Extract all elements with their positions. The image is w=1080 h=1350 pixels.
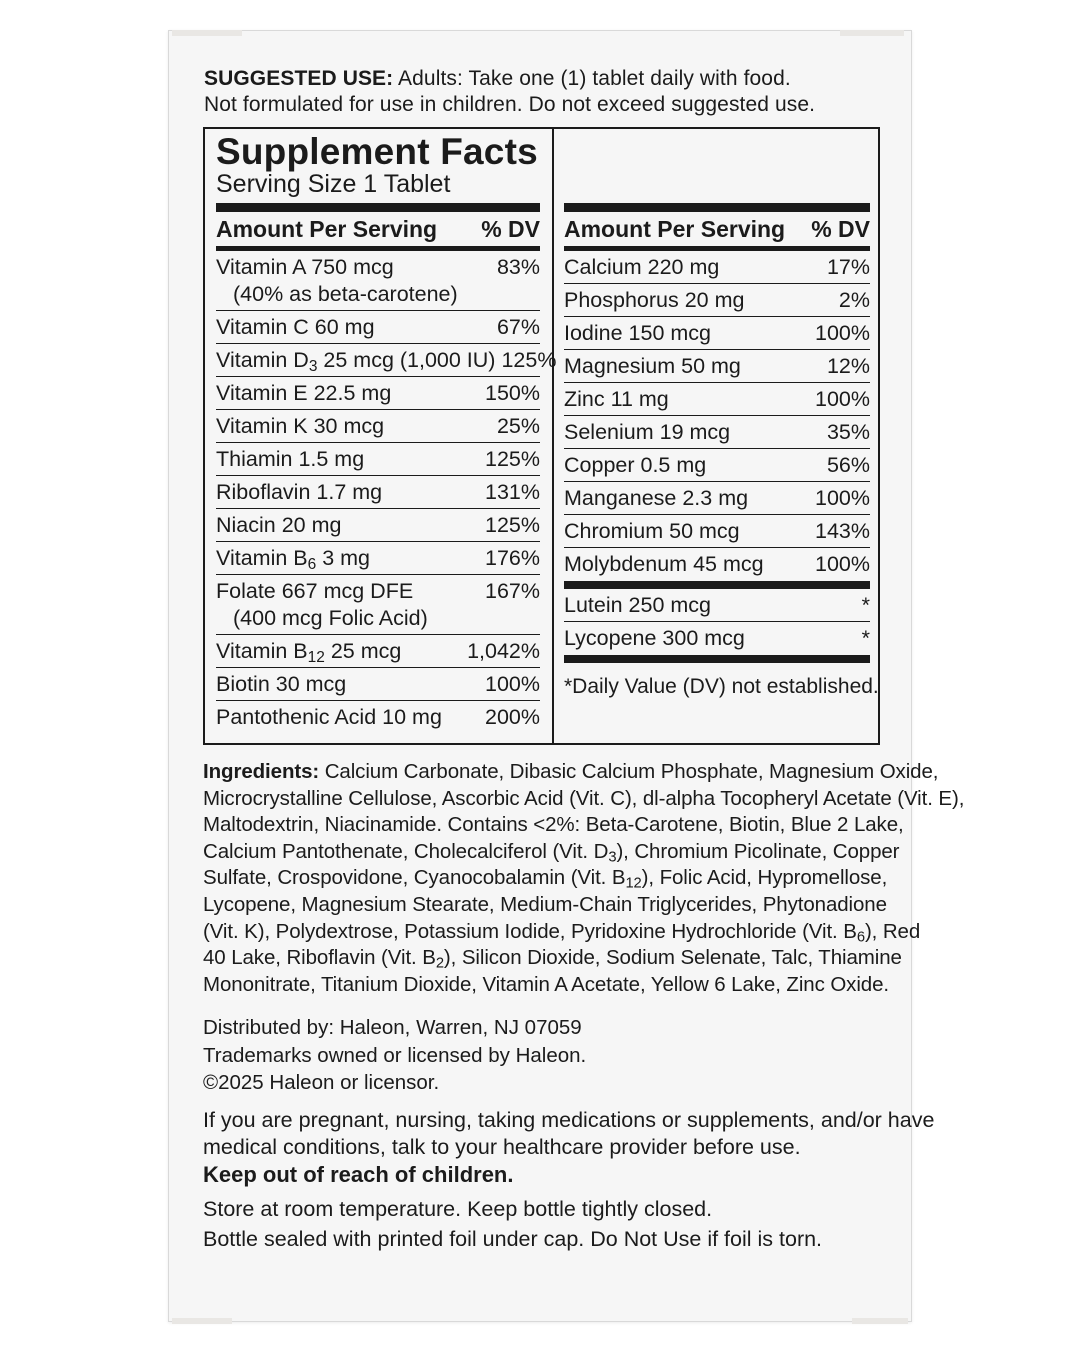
nutrient-name-text: Vitamin K 30 mcg — [216, 414, 385, 438]
nutrient-name — [564, 419, 821, 446]
facts-title: Supplement Facts — [216, 131, 538, 172]
ingredients-text-part: ), Silicon Dioxide, Sodium Selenate, Talc, Thiamine — [443, 946, 902, 970]
nutrient-row — [564, 317, 870, 350]
nutrient-name-text: Thiamin 1.5 mg — [216, 447, 365, 471]
nutrient-dv: 100% — [815, 486, 870, 510]
ingredients-text-part: 40 Lake, Riboflavin (Vit. B — [203, 946, 436, 970]
nutrient-name — [216, 578, 479, 632]
nutrient-name — [216, 446, 479, 473]
nutrient-dv: 2% — [838, 288, 870, 312]
nutrient-row — [564, 449, 870, 482]
nutrient-row — [216, 344, 557, 377]
nutrient-name-text: Lutein 250 mcg — [564, 593, 712, 617]
suggested-use-label: SUGGESTED USE: — [204, 67, 394, 90]
ingredients-line: Maltodextrin, Niacinamide. Contains <2%: Beta-Carotene, Biotin, Blue 2 Lake, — [203, 813, 904, 837]
nutrient-row — [216, 575, 540, 635]
nutrient-dv: 25% — [496, 414, 540, 438]
subscript: 6 — [307, 555, 317, 573]
nutrient-name-text: Calcium 220 mg — [564, 255, 720, 279]
nutrient-name — [216, 479, 479, 506]
nutrient-dv: 17% — [826, 255, 870, 279]
keep-out-of-reach: Keep out of reach of children. — [203, 1162, 514, 1187]
nutrient-row — [216, 311, 540, 344]
nutrient-dv: 125% — [485, 513, 540, 537]
ingredients-line: Mononitrate, Titanium Dioxide, Vitamin A Acetate, Yellow 6 Lake, Zinc Oxide. — [203, 972, 889, 996]
suggested-use-line2: Not formulated for use in children. Do not exceed suggested use. — [204, 93, 816, 116]
nutrient-row — [564, 515, 870, 548]
thick-rule — [216, 203, 540, 212]
nutrient-name-text: Vitamin C 60 mg — [216, 315, 375, 339]
nutrient-row — [216, 476, 540, 509]
warning-text — [203, 1107, 934, 1161]
ingredients-label: Ingredients: — [203, 760, 320, 783]
nutrient-row — [216, 443, 540, 476]
nutrient-name-text: Vitamin B — [216, 546, 308, 570]
column-divider — [552, 129, 554, 743]
header-dv: % DV — [481, 215, 540, 242]
nutrient-name-text: Molybdenum 45 mcg — [564, 552, 764, 576]
nutrient-row — [564, 350, 870, 383]
nutrient-name-text: Magnesium 50 mg — [564, 354, 741, 378]
nutrient-name — [564, 386, 809, 413]
ingredients-text-part: Calcium Pantothenate, Cholecalciferol (Vit. D — [203, 839, 609, 863]
storage-line: Bottle sealed with printed foil under cap. Do Not Use if foil is torn. — [203, 1226, 823, 1251]
trademark-line: Trademarks owned or licensed by Haleon. — [203, 1043, 587, 1067]
nutrient-dv: * — [861, 593, 870, 617]
nutrient-name — [564, 592, 856, 619]
subscript: 3 — [308, 357, 318, 375]
nutrient-subline: (40% as beta-carotene) — [233, 282, 458, 306]
subscript: 6 — [856, 929, 865, 946]
nutrient-name — [564, 518, 809, 545]
nutrient-name-text: Vitamin E 22.5 mg — [216, 381, 392, 405]
nutrient-row — [564, 284, 870, 317]
subscript: 2 — [435, 955, 444, 972]
nutrient-name-text: Vitamin B — [216, 639, 308, 663]
nutrient-name-text: Folate 667 mcg DFE — [216, 579, 414, 603]
nutrient-list — [216, 251, 557, 734]
nutrient-name — [564, 485, 809, 512]
nutrient-name-text: Chromium 50 mcg — [564, 519, 740, 543]
nutrient-name-text: Pantothenic Acid 10 mg — [216, 705, 442, 729]
storage-info — [203, 1195, 822, 1254]
warning-line: medical conditions, talk to your healthcare provider before use. — [203, 1135, 801, 1159]
nutrient-row — [216, 509, 540, 542]
ingredients-text-part: (Vit. K), Polydextrose, Potassium Iodide, Pyridoxine Hydrochloride (Vit. B — [203, 919, 857, 943]
nutrient-name — [216, 347, 495, 374]
nutrient-name — [564, 320, 809, 347]
nutrient-dv: 12% — [826, 354, 870, 378]
suggested-use-line1 — [204, 66, 894, 92]
nutrient-row — [216, 377, 540, 410]
nutrient-name-text: Riboflavin 1.7 mg — [216, 480, 383, 504]
nutrient-dv: 167% — [485, 579, 540, 603]
nutrient-name — [564, 551, 809, 578]
ingredients-text-part: Calcium Carbonate, Dibasic Calcium Phosphate, Magnesium Oxide, — [319, 760, 939, 783]
column-header — [564, 212, 870, 251]
nutrient-name — [564, 353, 821, 380]
nutrient-name — [216, 671, 479, 698]
nutrient-dv: 125% — [501, 348, 557, 372]
nutrient-name-text: Lycopene 300 mcg — [564, 626, 745, 650]
ingredients-line: Microcrystalline Cellulose, Ascorbic Acid (Vit. C), dl-alpha Tocopheryl Acetate (Vit. E), — [203, 786, 965, 810]
nutrient-name — [216, 254, 491, 308]
nutrient-row — [564, 416, 870, 449]
subscript: 12 — [307, 648, 325, 666]
thick-rule — [564, 655, 870, 663]
nutrient-name-text: Iodine 150 mcg — [564, 321, 712, 345]
nutrient-row — [564, 548, 870, 581]
nutrient-dv: 100% — [815, 387, 870, 411]
nutrient-name-text: Vitamin A 750 mcg — [216, 255, 394, 279]
nutrient-name — [564, 254, 821, 281]
ingredients-text-part: ), Folic Acid, Hypromellose, — [641, 866, 888, 890]
nutrient-name — [216, 638, 461, 665]
nutrient-dv: 56% — [826, 453, 870, 477]
subscript: 3 — [608, 849, 617, 866]
nutrient-name — [216, 413, 491, 440]
nutrient-name — [564, 452, 821, 479]
suggested-use — [204, 66, 894, 118]
nutrient-row — [216, 701, 540, 734]
nutrient-name — [216, 704, 479, 731]
nutrient-list — [564, 251, 870, 581]
distributor-line: Distributed by: Haleon, Warren, NJ 07059 — [203, 1016, 582, 1039]
supplement-facts-panel — [203, 127, 880, 745]
facts-column-right — [564, 203, 879, 699]
nutrient-name-text: Selenium 19 mcg — [564, 420, 731, 444]
header-amount: Amount Per Serving — [216, 215, 438, 242]
nutrient-dv: 100% — [485, 672, 540, 696]
ingredients-line — [203, 919, 921, 946]
header-amount: Amount Per Serving — [564, 215, 786, 242]
nutrient-dv: 200% — [485, 705, 540, 729]
ingredients-line — [203, 759, 939, 786]
nutrient-name-text: 25 mcg — [324, 639, 402, 663]
nutrient-dv: 176% — [485, 546, 540, 570]
ingredients-text-part: ), Chromium Picolinate, Copper — [616, 839, 900, 863]
storage-line: Store at room temperature. Keep bottle tightly closed. — [203, 1197, 713, 1221]
nutrient-row — [216, 251, 540, 311]
package-flap — [172, 1318, 232, 1324]
warning-line: If you are pregnant, nursing, taking medications or supplements, and/or have — [203, 1108, 935, 1132]
ingredients-line — [203, 945, 902, 972]
nutrient-dv: 131% — [485, 480, 540, 504]
nutrient-name-text: Manganese 2.3 mg — [564, 486, 749, 510]
nutrient-row — [564, 383, 870, 416]
nutrient-dv: 100% — [815, 552, 870, 576]
nutrient-name — [216, 314, 491, 341]
distributor-info — [203, 1014, 586, 1097]
facts-column-left — [216, 203, 557, 734]
ingredients-text — [203, 759, 965, 998]
nutrient-row — [564, 251, 870, 284]
package-flap — [172, 30, 242, 36]
nutrient-dv: 150% — [485, 381, 540, 405]
nutrient-name — [216, 545, 479, 572]
nutrient-name-text: Copper 0.5 mg — [564, 453, 707, 477]
nutrient-dv: 35% — [826, 420, 870, 444]
copyright-line: ©2025 Haleon or licensor. — [203, 1071, 440, 1094]
nutrient-dv: * — [861, 626, 870, 650]
nutrient-name — [564, 625, 856, 652]
ingredients-line — [203, 865, 893, 892]
ingredients-line — [203, 839, 900, 866]
nutrient-name-text: 25 mcg (1,000 IU) — [317, 348, 496, 372]
nutrient-dv: 83% — [496, 255, 540, 279]
nutrient-name-text: Biotin 30 mcg — [216, 672, 347, 696]
thick-rule — [564, 581, 870, 589]
nutrient-name-text: Vitamin D — [216, 348, 309, 372]
column-header — [216, 212, 540, 251]
nutrient-row — [564, 482, 870, 515]
nutrient-dv: 67% — [496, 315, 540, 339]
nutrient-row — [216, 668, 540, 701]
nutrient-dv: 125% — [485, 447, 540, 471]
nutrient-row — [216, 635, 540, 668]
ingredients-text-part: Sulfate, Crospovidone, Cyanocobalamin (Vit. B — [203, 866, 626, 890]
serving-size: Serving Size 1 Tablet — [216, 170, 451, 198]
subscript: 12 — [625, 876, 642, 893]
nutrient-dv: 100% — [815, 321, 870, 345]
package-flap — [852, 1318, 908, 1324]
nutrient-name — [564, 287, 833, 314]
nutrient-dv: 1,042% — [467, 639, 540, 663]
nutrient-dv: 143% — [815, 519, 870, 543]
other-nutrient-list — [564, 589, 870, 655]
nutrient-row — [564, 622, 870, 655]
thick-rule — [564, 203, 870, 212]
ingredients-text-part: ), Red — [864, 919, 921, 943]
dv-footnote: *Daily Value (DV) not established. — [564, 675, 879, 698]
nutrient-subline: (400 mcg Folic Acid) — [233, 606, 428, 630]
nutrient-row — [216, 410, 540, 443]
nutrient-row — [216, 542, 540, 575]
nutrient-row — [564, 589, 870, 622]
nutrient-name — [216, 380, 479, 407]
package-flap — [840, 30, 904, 36]
suggested-use-text: Adults: Take one (1) tablet daily with food. — [398, 67, 791, 90]
header-dv: % DV — [811, 215, 870, 242]
nutrient-name-text: 3 mg — [316, 546, 371, 570]
nutrient-name — [216, 512, 479, 539]
nutrient-name-text: Phosphorus 20 mg — [564, 288, 745, 312]
nutrient-name-text: Zinc 11 mg — [564, 387, 669, 411]
nutrient-name-text: Niacin 20 mg — [216, 513, 342, 537]
ingredients-line: Lycopene, Magnesium Stearate, Medium-Chain Triglycerides, Phytonadione — [203, 892, 887, 916]
